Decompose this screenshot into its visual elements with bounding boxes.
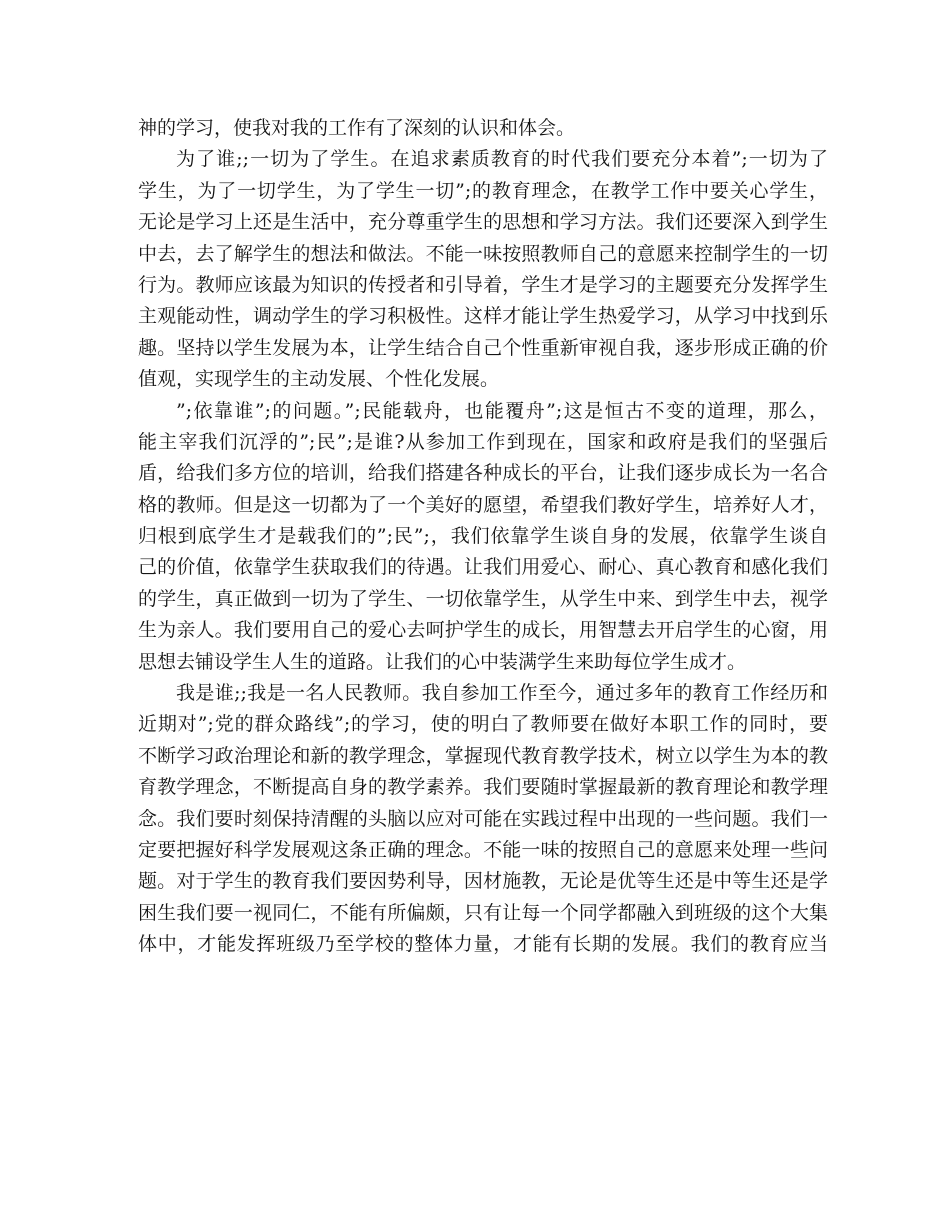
text-line: 无论是学习上还是生活中，充分尊重学生的思想和学习方法。我们还要深入到学生 bbox=[138, 211, 828, 234]
text-line: 不断学习政治理论和新的教学理念，掌握现代教育教学技术，树立以学生为本的教 bbox=[138, 744, 828, 767]
text-line: 能主宰我们沉浮的”;民”;是谁?从参加工作到现在，国家和政府是我们的坚强后 bbox=[138, 430, 828, 453]
text-line: 题。对于学生的教育我们要因势利导，因材施教，无论是优等生还是中等生还是学 bbox=[138, 870, 828, 893]
text-line: 生为亲人。我们要用自己的爱心去呵护学生的成长，用智慧去开启学生的心窗，用 bbox=[138, 619, 828, 642]
text-line: 主观能动性，调动学生的学习积极性。这样才能让学生热爱学习，从学习中找到乐 bbox=[138, 305, 828, 328]
text-line: 中去，去了解学生的想法和做法。不能一味按照教师自己的意愿来控制学生的一切 bbox=[138, 242, 828, 265]
text-line: 近期对”;党的群众路线”;的学习，使的明白了教师要在做好本职工作的同时，要 bbox=[138, 713, 828, 736]
text-line: 育教学理念，不断提高自身的教学素养。我们要随时掌握最新的教育理论和教学理 bbox=[138, 776, 828, 799]
text-line: 格的教师。但是这一切都为了一个美好的愿望，希望我们教好学生，培养好人才， bbox=[138, 493, 828, 516]
paragraph-first-line: 为了谁;;一切为了学生。在追求素质教育的时代我们要充分本着”;一切为了 bbox=[176, 148, 828, 171]
document-body bbox=[138, 113, 828, 961]
text-line: 神的学习，使我对我的工作有了深刻的认识和体会。 bbox=[138, 117, 576, 139]
text-line: 定要把握好科学发展观这条正确的理念。不能一味的按照自己的意愿来处理一些问 bbox=[138, 838, 828, 861]
text-line: 体中，才能发挥班级乃至学校的整体力量，才能有长期的发展。我们的教育应当 bbox=[138, 933, 828, 956]
paragraph-first-line: ”;依靠谁”;的问题。”;民能载舟，也能覆舟”;这是恒古不变的道理，那么， bbox=[176, 399, 828, 422]
text-line: 行为。教师应该最为知识的传授者和引导着，学生才是学习的主题要充分发挥学生 bbox=[138, 273, 828, 296]
paragraph-first-line: 我是谁;;我是一名人民教师。我自参加工作至今，通过多年的教育工作经历和 bbox=[176, 682, 828, 705]
text-line: 念。我们要时刻保持清醒的头脑以应对可能在实践过程中出现的一些问题。我们一 bbox=[138, 807, 828, 830]
text-line: 趣。坚持以学生发展为本，让学生结合自己个性重新审视自我，逐步形成正确的价 bbox=[138, 336, 828, 359]
text-line: 盾，给我们多方位的培训，给我们搭建各种成长的平台，让我们逐步成长为一名合 bbox=[138, 462, 828, 485]
text-line: 的学生，真正做到一切为了学生、一切依靠学生，从学生中来、到学生中去，视学 bbox=[138, 587, 828, 610]
text-line: 值观，实现学生的主动发展、个性化发展。 bbox=[138, 368, 500, 391]
text-line: 学生，为了一切学生，为了学生一切”;的教育理念，在教学工作中要关心学生， bbox=[138, 179, 828, 202]
text-line: 己的价值，依靠学生获取我们的待遇。让我们用爱心、耐心、真心教育和感化我们 bbox=[138, 556, 828, 579]
text-line: 思想去铺设学生人生的道路。让我们的心中装满学生来助每位学生成才。 bbox=[138, 650, 747, 673]
text-line: 归根到底学生才是载我们的”;民”;，我们依靠学生谈自身的发展，依靠学生谈自 bbox=[138, 525, 828, 548]
text-line: 困生我们要一视同仁，不能有所偏颇，只有让每一个同学都融入到班级的这个大集 bbox=[138, 901, 828, 924]
